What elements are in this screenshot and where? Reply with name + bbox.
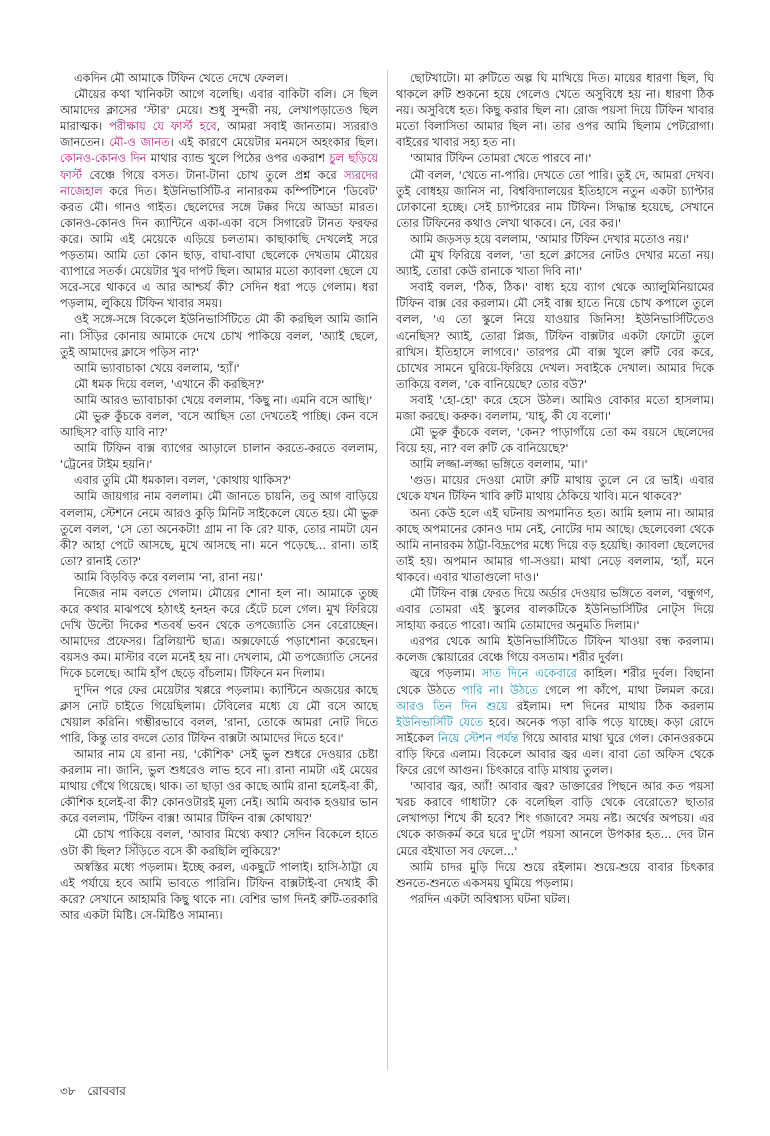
text-run: আমি ভ্যাবাচাকা খেয়ে বললাম, 'হ্যাঁ।' [74,360,240,375]
text-run: হবে। অনেক পড়া বাকি পড়ে যাচ্ছে। কড়া রোদে সাইকেল [396,714,714,745]
paragraph [396,424,714,456]
text-run: মৌ ভুরু কুঁচকে বলল, 'কেন? পাড়াগাঁয়ে তো কম বয়সে ছেলেদের বিয়ে হয়, না? বল রুটি কে বানিয়েছে?' [396,425,714,456]
text-run: ছোটখাটো। মা রুটিতে অল্প ঘি মাখিয়ে দিত। মায়ের ধারণা ছিল, ঘি থাকলে রুটি শুকনো হয়ে গেলেও খেতে অসুবিধে হয় না। ধারণা ঠিক নয়। অসুবিধে হত। কিছু করার ছিল না। রোজ পয়সা দিয়ে টিফিন খাবার মতো বিলাসিতা আমার ছিল না। তার ওপর আমি ছিলাম পেটরোগা। বাইরের খাবার সহ্য হত না। [396,71,714,150]
paragraph [396,150,714,166]
text-run: আমি জায়গার নাম বললাম। মৌ জানতে চায়নি, তবু আগ বাড়িয়ে বললাম, স্টেশনে নেমে আরও কুড়ি মিনিট সাইকেলে যেতে হয়। মৌ ভুরু তুলে বলল, 'সে তো অনেকটা! গ্রাম না কি রে? যাক, তোর নামটা যেন কী? আহা পেটে আসছে, মুখে আসছে না। মনে পড়েছে... রানা। তাই তো? রানাই তো?' [60,489,378,568]
highlighted-phrase: নিয়ে স্টেশন পর্যন্ত [438,730,519,745]
paragraph [60,826,378,858]
text-run: , আমরা সবাই জানতাম। স্যররাও জানতেন। [60,119,378,150]
text-run: আমি টিফিন বাক্স ব্যাগের আড়ালে চালান করতে-করতে বললাম, 'ট্রেনের টাইম হয়নি।' [60,441,378,472]
paragraph [60,86,378,311]
paragraph [60,488,378,568]
highlighted-phrase: চুল ছড়িয়ে ফার্স্ট [60,151,378,182]
text-run: অস্বস্তির মধ্যে পড়লাম। ইচ্ছে করল, একছুটে পালাই। হাসি-ঠাট্টা যে এই পর্যায়ে হবে আমি ভাবতে পারিনি। টিফিন বাক্সটাই-বা দেখাই কী করে? সেখানে আহামরি কিছু থাকে না। বেশির ভাগ দিনই রুটি-তরকারি আর একটা মিষ্টি। সে-মিষ্টিও সামান্য। [60,859,378,922]
right-text-column [396,70,714,1070]
text-run: কাহিল। শরীর দুর্বল। বিছানা থেকে উঠতে [396,666,714,697]
paragraph [396,891,714,907]
column-divider [387,70,388,1070]
text-run: আমি লজ্জা-লজ্জা ভঙ্গিতে বললাম, 'মা।' [410,457,588,472]
left-text-column [60,70,378,1070]
text-run: সবাই বলল, 'ঠিক, ঠিক।' বাধ্য হয়ে ব্যাগ থেকে অ্যালুমিনিয়ামের টিফিন বাক্স বের করলাম। মৌ সেই বাক্স হাতে নিয়ে চোখ কপালে তুলে বলল, 'এ তো স্কুলে নিয়ে যাওয়ার জিনিস! ইউনিভার্সিটিতেও এনেছিস? অ্যাই, তোরা প্লিজ, টিফিন বাক্সটার একটা ফোটো তুলে রাখিস। ইতিহাসে লাগবে।' তারপর মৌ বাক্স খুলে রুটি বের করে, চোখের সামনে ঘুরিয়ে-ফিরিয়ে দেখল। সবাইকে দেখাল। আমার দিকে তাকিয়ে বলল, 'কে বানিয়েছে? তোর বউ?' [396,280,714,391]
paragraph [60,311,378,359]
paragraph [396,279,714,392]
paragraph [60,859,378,923]
paragraph [60,569,378,585]
text-run: মৌ টিফিন বাক্স ফেরত দিয়ে অর্ডার দেওয়ার ভঙ্গিতে বলল, 'বন্ধুগণ, এবার তোমরা এই স্কুলের বালকটিকে ইউনিভার্সিটির নোট্স দিয়ে সাহায্য করতে পারো। আমি তোমাদের অনুমতি দিলাম।' [396,586,714,633]
paragraph [396,247,714,279]
text-run: মৌ বলল, 'খেতে না-পারি। দেখতে তো পারি। তুই দে, আমরা দেখব। তুই বোধহয় জানিস না, বিশ্ববিদ্যালয়ের ইতিহাসে নতুন একটা চ্যাপ্টার ঢোকানো হচ্ছে। সেই চ্যাপ্টারের নাম টিফিন। সিদ্ধান্ত হয়েছে, সেখানে তোর টিফিনের কথাও লেখা থাকবে। নে, বের কর।' [396,167,714,230]
highlighted-phrase: সাত দিনে একেবারে [481,666,577,681]
page-footer [60,1083,134,1103]
text-run: জ্বরে পড়লাম। [410,666,482,681]
text-run: 'আবার জ্বর, অ্যাঁ! আবার জ্বর? ডাক্তারের পিছনে আর কত পয়সা খরচ করাবে গাধাটা? কে বলেছিল বাড়ি থেকে বেরোতে? ছাতার লেখাপড়া শিখে কী হবে? শিং গজাবে? সময় নষ্ট। অর্থের অপচয়। এর থেকে কাজকর্ম করে ঘরে দু'টো পয়সা আনলে উপকার হত... দেব টান মেরে বইখাতা সব ফেলে...' [396,779,714,858]
text-run: বেঞ্চে গিয়ে বসত। টানা-টানা চোখ তুলে প্রশ্ন করে [81,167,345,182]
text-run: করে দিত। ইউনিভার্সিটি-র নানারকম কম্পিটিশনে 'ডিবেট' করত মৌ। গানও গাইত। ছেলেদের সঙ্গে টক্কর দিয়ে আড্ডা মারত। কোনও-কোনও দিন ক্যান্টিনে একা-একা বসে সিগারেট টানত ফরফর করে। আমি এই মেয়েকে এড়িয়ে চলতাম। কাছাকাছি দেখলেই সরে পড়তাম। আমি তো কোন ছাড়, বাঘা-বাঘা ছেলেকে দেখতাম মৌয়ের ব্যাপারে সতর্ক। মেয়েটার খুব দাপট ছিল। আমার মতো ক্যাবলা ছেলে যে সরে-সরে থাকবে এ আর আশ্চর্য কী? সেদিন ধরা পড়ে গেলাম। ধরা পড়লাম, লুকিয়ে টিফিন খাবার সময়। [60,183,378,311]
paragraph [396,665,714,778]
highlighted-phrase: ইউনিভার্সিটি যেতে [396,714,484,729]
text-run: । [499,682,510,697]
text-run: মৌ ধমক দিয়ে বলল, 'এখানে কী করছিস?' [74,376,265,391]
paragraph [396,778,714,858]
text-run: মৌ মুখ ফিরিয়ে বলল, 'তা হলে ক্লাসের নোটও দেখার মতো নয়। অ্যাই, তোরা কেউ রানাকে খাতা দিবি না।' [396,248,714,279]
paragraph [396,70,714,150]
paragraph [396,859,714,891]
text-run: নিজের নাম বলতে গেলাম। মৌয়ের শোনা হল না। আমাকে তুচ্ছ করে কথার মাঝপথে হঠাৎই হনহন করে হেঁটে চলে গেল। মুখ ফিরিয়ে দেখি উল্টো দিকের শতবর্ষ ভবন থেকে তপজ্যোতি সেন বেরোচ্ছেন। আমাদের প্রফেসর। ব্রিলিয়ান্ট ছাত্র। অক্সফোর্ডে পড়াশোনা করেছেন। বয়সও কম। মাস্টার বলে মনেই হয় না। দেখলাম, মৌ তপজ্যোতি সেনের দিকে চলেছে। আমি হাঁপ ছেড়ে বাঁচলাম। টিফিনে মন দিলাম। [60,586,378,681]
paragraph [60,472,378,488]
text-run: 'আমার টিফিন তোমরা খেতে পারবে না।' [410,151,592,166]
text-run: । এই কারণে মেয়েটার মনমসে অহংকার ছিল। [169,135,378,150]
paragraph [60,392,378,408]
text-run: আমি জড়সড় হয়ে বললাম, 'আমার টিফিন দেখার মতোও নয়।' [410,231,690,246]
text-run: 'গুড। মায়ের দেওয়া মোটা রুটি মাথায় তুলে নে রে ভাই। এবার থেকে যখন টিফিন খাবি রুটি মাথায় ঠেকিয়ে খাবি। মনে থাকবে?' [396,473,714,504]
text-run: এবার তুমি মৌ ধমকাল। বলল, 'কোথায় থাকিস?' [74,473,292,488]
paragraph [60,360,378,376]
text-run: মৌয়ের কথা খানিকটা আগে বলেছি। এবার বাকিটা বলি। সে ছিল আমাদের ক্লাসের 'স্টার' মেয়ে। শুধু সুন্দরী নয়, লেখাপড়াতেও ছিল মারাত্মক। [60,87,378,134]
paragraph [60,376,378,392]
text-run: পরদিন একটা অবিশ্বাস্য ঘটনা ঘটল। [410,891,570,906]
magazine-page [60,70,720,1110]
text-run: দু'দিন পরে ফের মেয়েটার খপ্পরে পড়লাম। ক্যান্টিনে অজয়ের কাছে ক্লাস নোট চাইতে গিয়েছিলাম। টেবিলের মধ্যে যে মৌ বসে আছে খেয়াল করিনি। গম্ভীরভাবে বলল, 'রানা, তোকে আমরা নোট দিতে পারি, কিন্তু তার বদলে তোর টিফিন বাক্সটা আমাদের দিতে হবে।' [60,682,378,745]
highlighted-phrase: স্যরদের নাজেহাল [60,167,378,198]
paragraph [396,231,714,247]
paragraph [60,408,378,440]
text-run: আমি চাদর মুড়ি দিয়ে শুয়ে রইলাম। শুয়ে-শুয়ে বাবার চিৎকার শুনতে-শুনতে একসময় ঘুমিয়ে পড়লাম। [396,859,714,890]
text-run: আমি আরও ভ্যাবাচাকা খেয়ে বললাম, 'কিছু না। এমনি বসে আছি।' [74,392,373,407]
paragraph [60,585,378,682]
highlighted-phrase: কোনও-কোনও দিন [60,151,147,166]
text-run: মাথার ব্যান্ড খুলে পিঠের ওপর একরাশ [146,151,330,166]
text-run: একদিন মৌ আমাকে টিফিন খেতে দেখে ফেলল। [74,71,288,85]
text-run: আমার নাম যে রানা নয়, 'কৌশিক' সেই ভুল শুধরে দেওয়ার চেষ্টা করলাম না। জানি, ভুল শুধরেও লাভ হবে না। রানা নামটা এই মেয়ের মাথায় গেঁথে গিয়েছে। থাক। তা ছাড়া ওর কাছে আমি রানা হলেই-বা কী, কৌশিক হলেই-বা কী? কোনওটারই মূল্য নেই। আমি অবাক হওয়ার ভান করে বললাম, 'টিফিন বাক্স! আমার টিফিন বাক্স কোথায়?' [60,746,378,826]
highlighted-phrase: আরও তিন দিন শুয়ে [396,698,508,713]
paragraph [60,746,378,826]
paragraph [396,585,714,633]
text-run: গেলে পা কাঁপে, মাথা টলমল করে। [538,682,714,697]
text-run: ওই সঙ্গে-সঙ্গে বিকেলে ইউনিভার্সিটিতে মৌ কী করছিল আমি জানি না। সিঁড়ির কোনায় আমাকে দেখে চোখ পাকিয়ে বলল, 'অ্যাই ছেলে, তুই আমাদের ক্লাসে পড়িস না?' [60,312,378,359]
text-run: এরপর থেকে আমি ইউনিভার্সিটিতে টিফিন খাওয়া বন্ধ করলাম। কলেজ স্কোয়ারের বেঞ্চে গিয়ে বসতাম। শরীর দুর্বল। [396,634,714,665]
highlighted-phrase: উঠতে [509,682,539,697]
highlighted-phrase: পরীক্ষায় যে ফার্স্ট হবে [109,119,217,134]
text-run: আমি বিড়বিড় করে বললাম 'না, রানা নয়।' [74,569,264,584]
paragraph [396,505,714,585]
paragraph [396,456,714,472]
paragraph [396,392,714,424]
paragraph [60,70,378,86]
publication-name: রোববার [87,1084,126,1098]
highlighted-phrase: পারি না [461,682,500,697]
text-run: মৌ ভুরু কুঁচকে বলল, 'বসে আছিস তো দেখতেই পাচ্ছি। কেন বসে আছিস? বাড়ি যাবি না?' [60,408,378,440]
paragraph [60,440,378,472]
text-run: রইলাম। দশ দিনের মাথায় ঠিক করলাম [507,698,714,713]
paragraph [396,633,714,665]
text-run: মৌ চোখ পাকিয়ে বলল, 'আবার মিথ্যে কথা? সেদিন বিকেলে হাতে ওটা কী ছিল? সিঁড়িতে বসে কী করছিলি লুকিয়ে?' [60,827,378,858]
text-run: সবাই 'হো-হো' করে হেসে উঠল। আমিও বোকার মতো হাসলাম। মজা করছে। করুক। বললাম, 'যাহ্, কী যে বলো।' [396,392,714,423]
paragraph [396,472,714,504]
paragraph [396,167,714,231]
highlighted-phrase: মৌ-ও জানত [109,135,170,150]
text-run: গিয়ে আবার মাথা ঘুরে গেল। কোনওরকমে বাড়ি ফিরে এলাম। বিকেলে আবার জ্বর এল। বাবা তো অফিস থেকে ফিরে রেগে আগুন। চিৎকারে বাড়ি মাথায় তুলল। [396,730,714,778]
text-run: অন্য কেউ হলে এই ঘটনায় অপমানিত হত। আমি হলাম না। আমার কাছে অপমানের কোনও দাম নেই, নোটের দাম আছে। ছেলেবেলা থেকে আমি নানারকম ঠাট্টা-বিদ্রূপের মধ্যে দিয়ে বড় হয়েছি। ক্যাবলা ছেলেদের তাই হয়। অপমান আমার গা-সওয়া। মাথা নেড়ে বললাম, 'হ্যাঁ, মনে থাকবে। এবার খাতাগুলো দাও।' [396,505,714,584]
paragraph [60,682,378,746]
page-number: ৩৮ [60,1084,76,1098]
